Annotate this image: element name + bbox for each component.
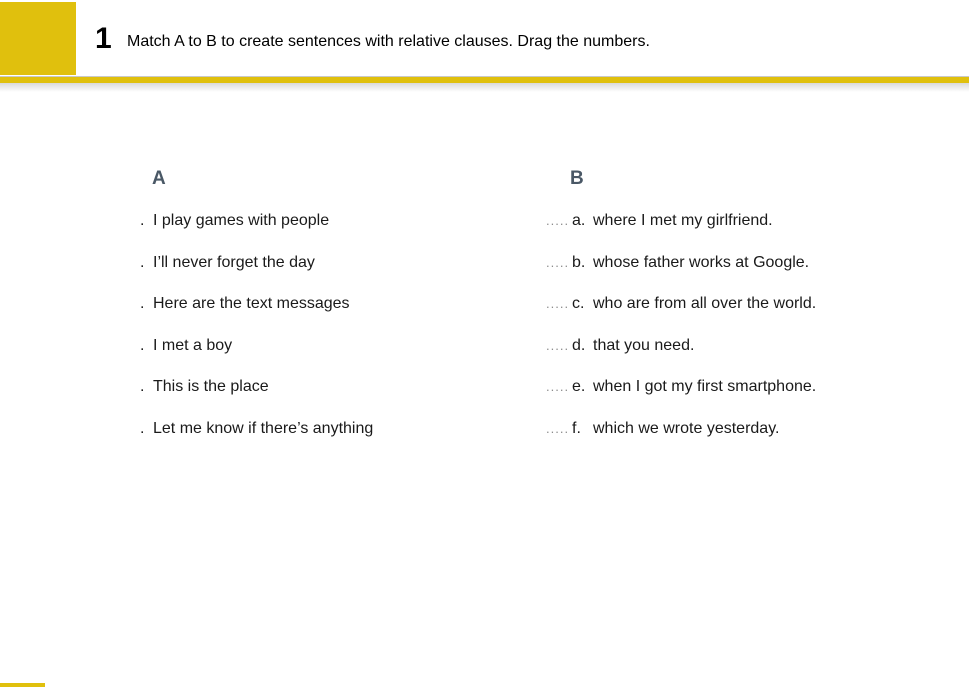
clause-text: which we wrote yesterday. <box>593 419 780 437</box>
match-row-a-2[interactable] <box>140 242 373 284</box>
match-row-b-f[interactable] <box>546 408 816 450</box>
option-letter: c. <box>572 295 585 312</box>
match-row-b-c[interactable] <box>546 283 816 325</box>
bottom-accent-mark <box>0 683 45 687</box>
exercise-number: 1 <box>95 22 112 55</box>
answer-blank-dots[interactable]: ..... <box>546 379 570 394</box>
option-letter: b. <box>572 253 586 271</box>
sentence-text: I play games with people <box>153 212 330 229</box>
number-drop-slot[interactable]: . <box>140 419 145 437</box>
clause-text: that you need. <box>593 336 695 354</box>
clause-text: whose father works at Google. <box>593 253 810 271</box>
column-b-list <box>546 200 816 449</box>
clause-text: who are from all over the world. <box>593 295 817 312</box>
match-row-b-a[interactable] <box>546 200 816 242</box>
option-letter: f. <box>572 419 581 437</box>
sentence-text: I’ll never forget the day <box>153 253 315 271</box>
match-row-a-3[interactable] <box>140 283 373 325</box>
column-a-header: A <box>152 168 166 189</box>
clause-text: where I met my girlfriend. <box>593 212 773 229</box>
instruction-text: Match A to B to create sentences with relative clauses. Drag the numbers. <box>127 33 650 50</box>
match-row-a-6[interactable] <box>140 408 373 450</box>
match-row-a-1[interactable] <box>140 200 373 242</box>
option-letter: a. <box>572 212 586 229</box>
match-row-a-4[interactable] <box>140 325 373 367</box>
answer-blank-dots[interactable]: ..... <box>546 296 570 311</box>
sentence-text: Let me know if there’s anything <box>153 419 374 437</box>
option-letter: e. <box>572 378 586 395</box>
number-drop-slot[interactable]: . <box>140 336 145 354</box>
column-a-list <box>140 200 373 449</box>
answer-blank-dots[interactable]: ..... <box>546 420 570 436</box>
match-row-a-5[interactable] <box>140 366 373 408</box>
sentence-text: I met a boy <box>153 336 233 354</box>
answer-blank-dots[interactable]: ..... <box>546 337 570 353</box>
answer-blank-dots[interactable]: ..... <box>546 254 570 270</box>
clause-text: when I got my first smartphone. <box>593 378 817 395</box>
number-drop-slot[interactable]: . <box>140 378 145 395</box>
match-row-b-b[interactable] <box>546 242 816 284</box>
match-row-b-e[interactable] <box>546 366 816 408</box>
match-row-b-d[interactable] <box>546 325 816 367</box>
number-drop-slot[interactable]: . <box>140 212 145 229</box>
answer-blank-dots[interactable]: ..... <box>546 213 570 228</box>
corner-accent-block <box>0 2 76 75</box>
number-drop-slot[interactable]: . <box>140 253 145 271</box>
header-divider-shadow <box>0 83 969 92</box>
sentence-text: Here are the text messages <box>153 295 350 312</box>
sentence-text: This is the place <box>153 378 269 395</box>
number-drop-slot[interactable]: . <box>140 295 145 312</box>
option-letter: d. <box>572 336 586 354</box>
column-b-header: B <box>570 168 584 189</box>
